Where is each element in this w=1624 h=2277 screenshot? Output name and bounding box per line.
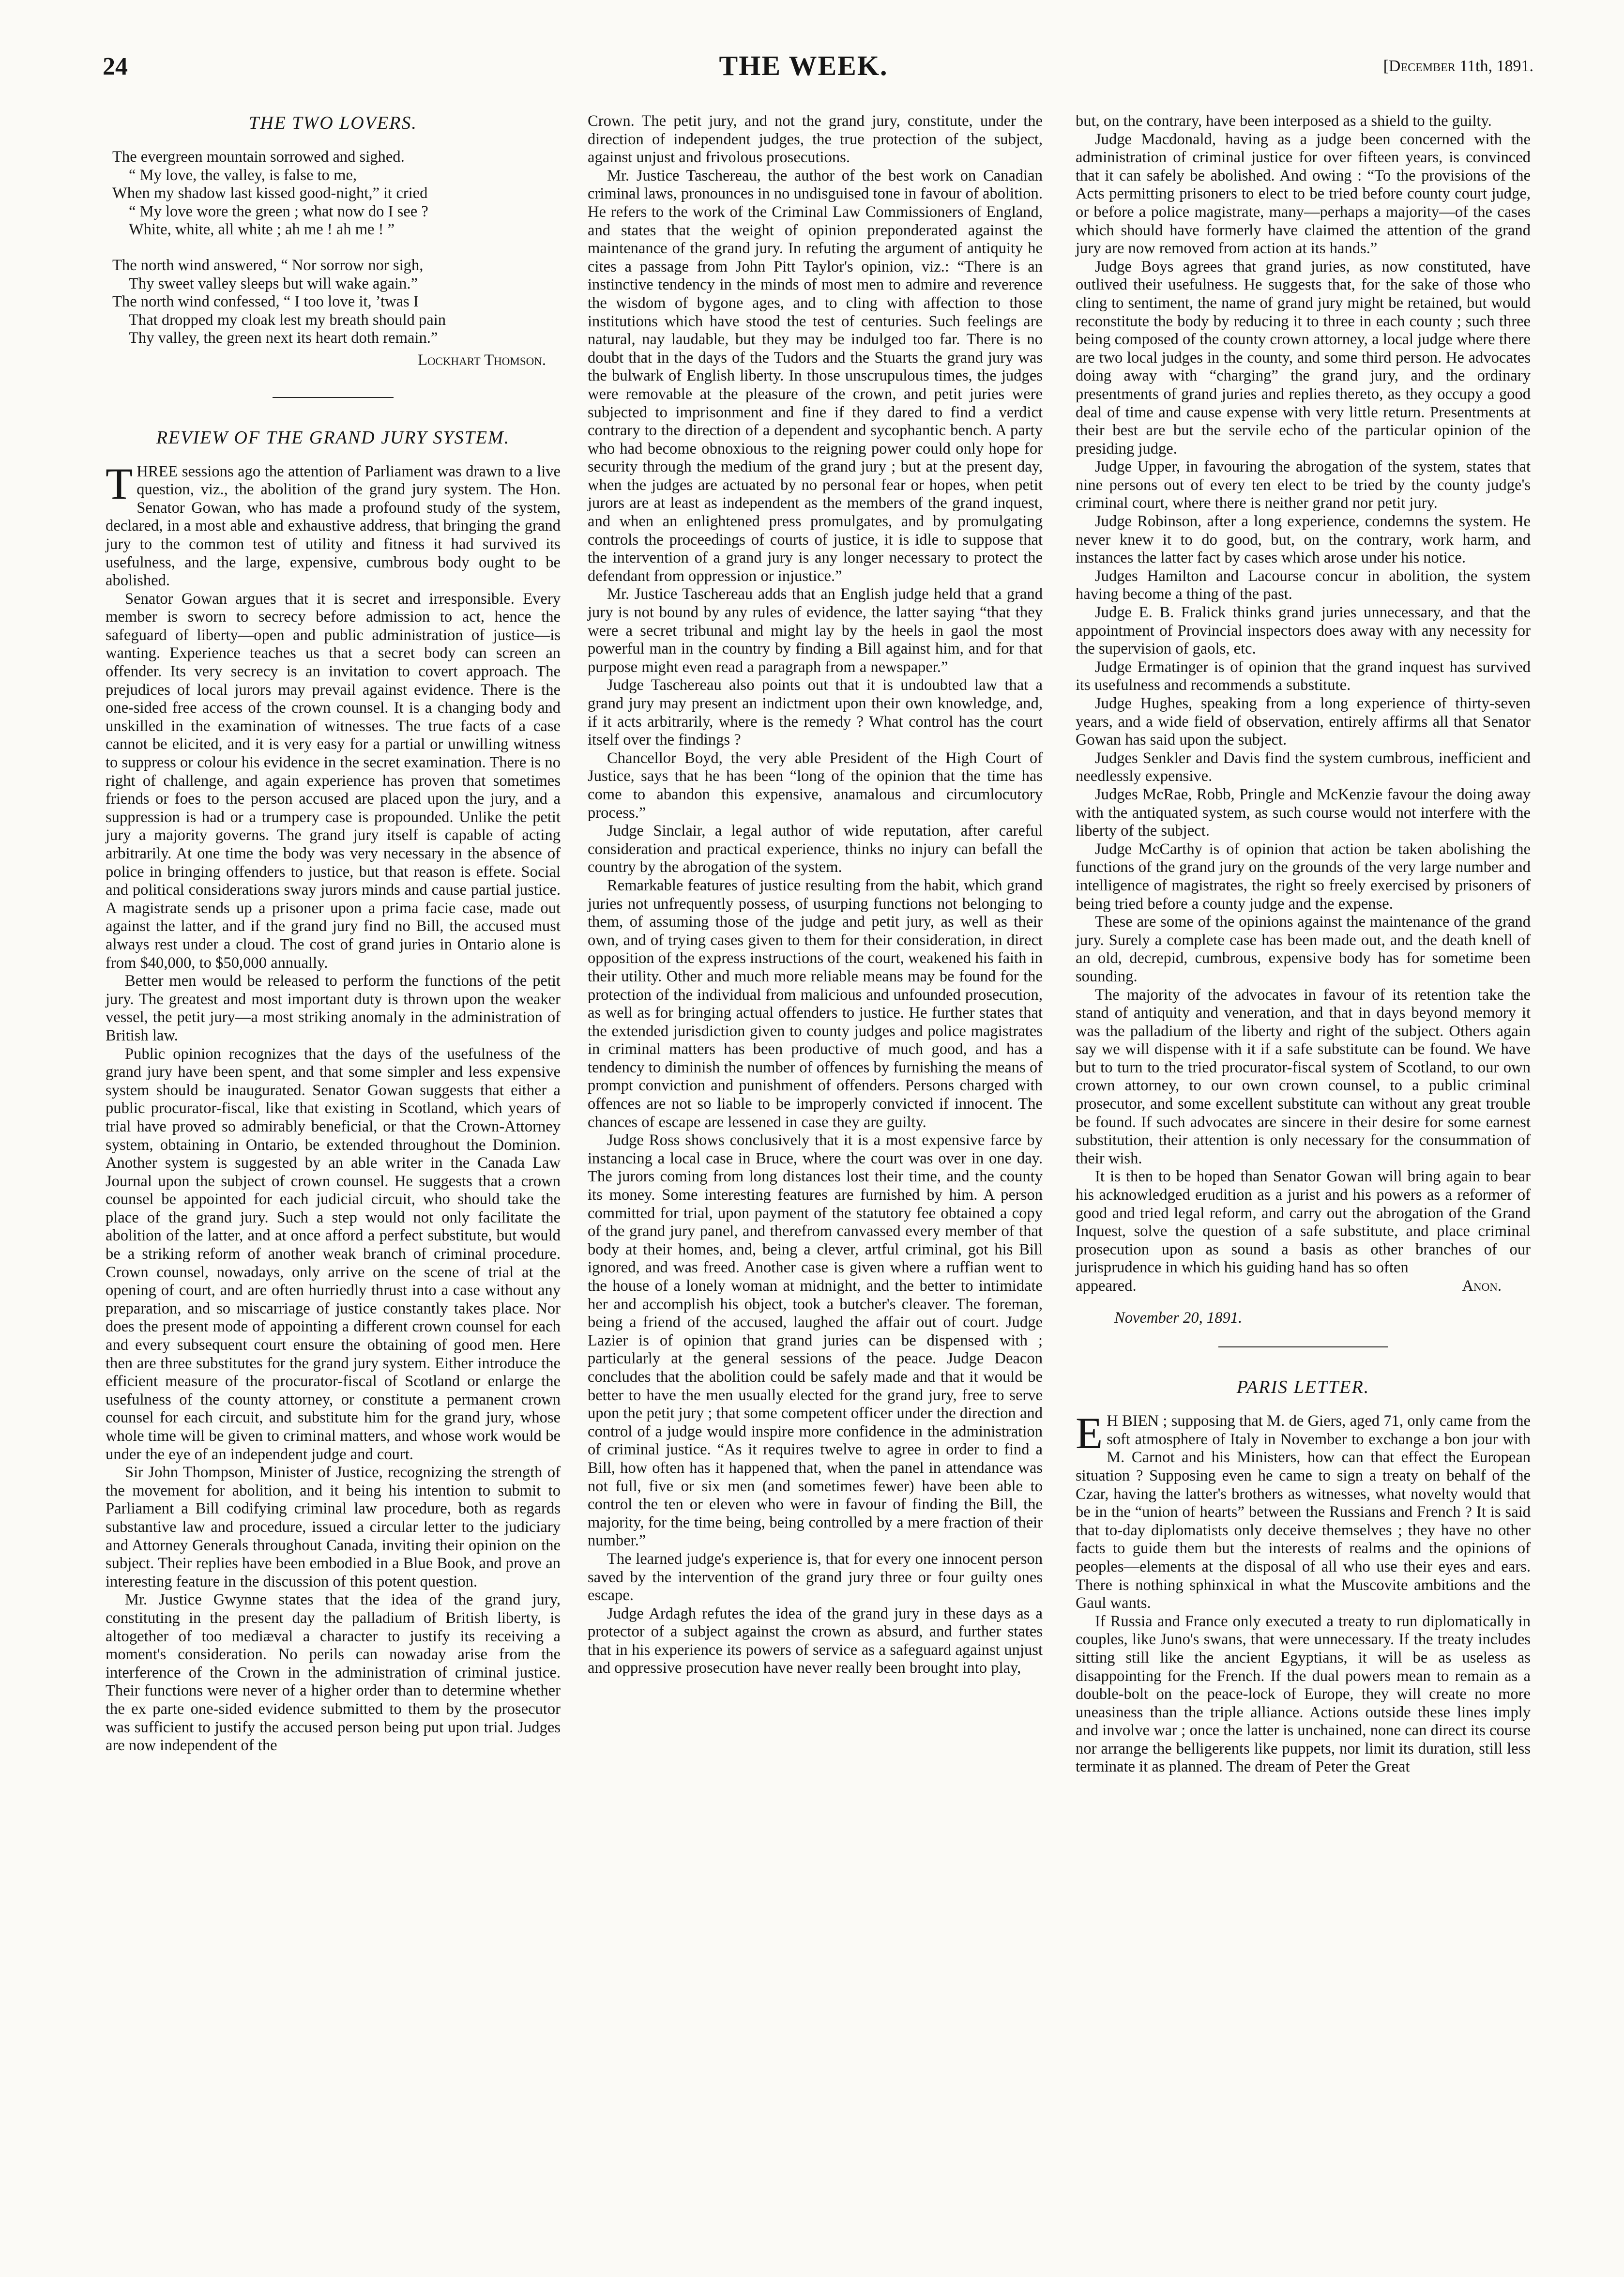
article-paragraph: The majority of the advocates in favour of its retention take the stand of antiquity and veneration, and that in days beyond memory it was the palladium of the liberty and right of the subject. Others again say we will dispense with it if a safe substitute can be found. We have but to turn to the tried procurator-fiscal system of Scotland, to our own crown attorney, to our own crown counsel, to a public criminal prosecutor, and some excellent substitute can without any great trouble be found. If such advocates are sincere in their desire for some earnest substitution, their attention is only necessary for the consummation of their wish.: [1076, 986, 1531, 1167]
article-paragraph: Judge Ermatinger is of opinion that the grand inquest has survived its usefulness and recommends a substitute.: [1076, 658, 1531, 694]
article-paragraph: Mr. Justice Gwynne states that the idea of the grand jury, constituting in the present day the palladium of British liberty, is altogether of too mediæval a character to justify its receiving a moment's consideration. No perils can nowaday arise from the interference of the Crown in the administration of criminal justice. Their functions were never of a higher order than to determine whether the ex parte one-sided evidence submitted to them by the prosecutor was sufficient to justify the accused person being put upon trial. Judges are now independent of the: [106, 1591, 561, 1755]
date-bracket: [: [1383, 57, 1389, 75]
article-paragraph: Judge Hughes, speaking from a long experience of thirty-seven years, and a wide field of observation, entirely affirms all that Senator Gowan has said upon the subject.: [1076, 695, 1531, 749]
poem-line: “ My love wore the green ; what now do I see ?: [129, 202, 428, 220]
poem-line: The north wind answered, “ Nor sorrow nor sigh,: [112, 256, 424, 274]
article-paragraph: Mr. Justice Taschereau adds that an English judge held that a grand jury is not bound by any rules of evidence, the latter saying “that they were a secret tribunal and might lay by the heels in gaol the most powerful man in the country by finding a Bill against him, and for that purpose might even read a paragraph from a newspaper.”: [588, 585, 1043, 676]
masthead: THE WEEK.: [719, 50, 888, 81]
article-paragraph: If Russia and France only executed a treaty to run diplomatically in couples, like Juno's swans, that were unnecessary. If the treaty includes sitting still like the ancient Egyptians, it will be as useless as disappointing for the French. If the dual powers mean to remain as a double-bolt on the peace-lock of Europe, they will create no more uneasiness than the triple alliance. Actions outside these lines imply and involve war ; once the latter is unchained, none can direct its course nor arrange the belligerents like puppets, nor limit its duration, still less terminate it as planned. The dream of Peter the Great: [1076, 1612, 1531, 1776]
poem-stanza: [112, 148, 561, 239]
article-paragraph: Judges McRae, Robb, Pringle and McKenzie favour the doing away with the antiquated system, as such course would not interfere with the liberty of the subject.: [1076, 785, 1531, 840]
drop-cap: E: [1076, 1408, 1103, 1458]
article-paragraph: Judges Hamilton and Lacourse concur in abolition, the system having become a thing of the past.: [1076, 567, 1531, 603]
article-paragraph: Remarkable features of justice resulting from the habit, which grand juries not unfrequently possess, of usurping functions not belonging to them, of assuming those of the judge and petit jury, as well as their own, and of trying cases given to them for their consideration, in direct opposition of the express instructions of the court, weakened his faith in their utility. Other and much more reliable means may be found for the protection of the individual from malicious and unfounded prosecution, as well as for bringing actual offenders to justice. He further states that the extended jurisdiction given to county judges and police magistrates in criminal matters has been productive of much good, and has a tendency to diminish the number of offences by furnishing the means of prompt conviction and punishment of offenders. Persons charged with offences are not so liable to be improperly convicted if innocent. The chances of escape are lessened in case they are guilty.: [588, 876, 1043, 1131]
poem-line: White, white, all white ; ah me ! ah me ! ”: [129, 221, 395, 239]
article-paragraph: Judge Taschereau also points out that it is undoubted law that a grand jury may present an indictment upon their own knowledge, and, if it acts arbitrarily, where is the remedy ? What control has the court itself over the findings ?: [588, 676, 1043, 749]
poem-line: When my shadow last kissed good-night,” it cried: [112, 184, 428, 202]
page-number: 24: [103, 53, 128, 80]
article-paragraph: Better men would be released to perform the functions of the petit jury. The greatest and most important duty is thrown upon the weaker vessel, the petit jury—a most striking anomaly in the administration of British law.: [106, 972, 561, 1044]
article-paragraph: Judge Macdonald, having as a judge been concerned with the administration of criminal justice for over fifteen years, is convinced that it can safely be abolished. And owing : “To the provisions of the Acts permitting prisoners to elect to be tried before county court judge, or before a police magistrate, many—perhaps a majority—of the cases which should have formerly have claimed the attention of the grand jury are now removed from action at its hands.”: [1076, 130, 1531, 258]
column-1: [106, 112, 561, 1755]
article-paragraph: Judge Robinson, after a long experience, condemns the system. He never knew it to do good, but, on the contrary, work harm, and instances the latter fact by cases which arose under his notice.: [1076, 513, 1531, 567]
poem-line: Thy sweet valley sleeps but will wake again.”: [129, 275, 418, 292]
poem-line: The north wind confessed, “ I too love it, ’twas I: [112, 293, 419, 311]
poem: [112, 148, 561, 370]
poem-title: THE TWO LOVERS.: [249, 113, 417, 133]
article-paragraph: Sir John Thompson, Minister of Justice, recognizing the strength of the movement for abolition, and it being his intention to submit to Parliament a Bill codifying criminal law procedure, both as regards substantive law and procedure, issued a circular letter to the judiciary and Attorney Generals throughout Canada, inviting their opinion on the subject. Their replies have been embodied in a Blue Book, and prove an interesting feature in the discussion of this potent question.: [106, 1464, 561, 1590]
section-divider: [1218, 1346, 1388, 1347]
article-paragraph: Judge Sinclair, a legal author of wide reputation, after careful consideration and practical experience, thinks no injury can befall the country by the abrogation of the system.: [588, 822, 1043, 876]
article-paragraph: Judge Ross shows conclusively that it is a most expensive farce by instancing a local case in Bruce, where the court was over in one day. The jurors coming from long distances lost their time, and the county its money. Some interesting features are furnished by him. A person committed for trial, upon payment of the statutory fee obtained a copy of the grand jury panel, and therefrom canvassed every member of that body at their homes, and, being a clever, artful criminal, got his Bill ignored, and was freed. Another case is given where a ruffian went to the house of a lonely woman at midnight, and the better to intimidate her and accomplish his object, took a butcher's cleaver. The foreman, being a friend of the accused, laughed the affair out of court. Judge Lazier is of opinion that grand juries can be dispensed with ; particularly at the general sessions of the peace. Judge Deacon concludes that the abolition could be safely made and that it would be better to have the men usually elected for the grand jury, free to serve upon the petit jury ; that some competent officer under the direction and control of a judge would inspire more confidence in the administration of criminal justice. “As it requires twelve to agree in order to find a Bill, how often has it happened that, when the panel in attendance was not full, five or six men (and sometimes fewer) have been able to control the ten or eleven who were in favour of finding the Bill, the majority, for the time being, being controlled by a mere fraction of their number.”: [588, 1131, 1043, 1550]
article-paragraph: Chancellor Boyd, the very able President of the High Court of Justice, says that he has been “long of the opinion that the time has come to abandon this expensive, anamalous and circumlocutory process.”: [588, 749, 1043, 822]
article-signoff: [1076, 1277, 1531, 1296]
article-paragraph: Senator Gowan argues that it is secret and irresponsible. Every member is sworn to secrecy before admission to act, hence the safeguard of liberty—open and public administration of justice—is wanting. Experience teaches us that a secret body can screen an offender. Its very secrecy is an invitation to covert approach. The prejudices of local jurors may prevail against evidence. There is the one-sided free access of the crown counsel. It is a changing body and unskilled in the examination of witnesses. The true facts of a case cannot be elicited, and it is very easy for a partial or unwilling witness to suppress or colour his evidence in the secret examination. There is no right of challenge, and again experience has proven that sometimes friends or foes to the person accused are placed upon the jury, and a suppression is had or a trumpery case is propounded. Unlike the petit jury a majority governs. The grand jury itself is capable of acting arbitrarily. At one time the body was very necessary in the absence of police in bringing offenders to justice, but that reason is effete. Social and political considerations sway jurors minds and cause partial justice. A magistrate sends up a prisoner upon a prima facie case, made out against the latter, and if the grand jury find no Bill, the accused must always rest under a cloud. The cost of grand juries in Ontario alone is from $40,000, to $50,000 annually.: [106, 590, 561, 972]
article-dateline: November 20, 1891.: [1114, 1309, 1243, 1327]
page-header: [77, 50, 1533, 91]
section-divider: [273, 397, 394, 398]
article-paragraph: The learned judge's experience is, that for every one innocent person saved by the intervention of the grand jury three or four guilty ones escape.: [588, 1550, 1043, 1605]
article-paragraph: Judge Ardagh refutes the idea of the grand jury in these days as a protector of a subject against the crown as absurd, and further states that in his experience its powers of service as a safeguard against unjust and oppressive prosecution have never really been brought into play,: [588, 1605, 1043, 1677]
poem-line: Thy valley, the green next its heart doth remain.”: [129, 329, 438, 347]
article-paragraph: Crown. The petit jury, and not the grand jury, constitute, under the direction of independent judges, the true protection of the subject, against unjust and frivolous prosecutions.: [588, 112, 1043, 167]
article-paragraph: Mr. Justice Taschereau, the author of the best work on Canadian criminal laws, pronounces in no undisguised tone in favour of abolition. He refers to the work of the Criminal Law Commissioners of England, and states that the weight of opinion preponderated against the maintenance of the grand jury. In refuting the argument of antiquity he cites a passage from John Pitt Taylor's opinion, viz.: “There is an instinctive tendency in the minds of most men to admire and reverence the wisdom of bygone ages, and to cling with affection to those institutions which have stood the test of centuries. Such feelings are natural, nay laudable, but they may be indulged too far. There is no doubt that in the days of the Tudors and the Stuarts the grand jury was the bulwark of English liberty. In those unscrupulous times, the judges were removable at the pleasure of the crown, and petit juries were subjected to imprisonment and fine if they dared to find a verdict contrary to the direction of a dependent and sycophantic bench. A party who had become obnoxious to the reigning power could only hope for security through the medium of the grand jury ; but at the present day, when the judges are actuated by no personal fear or hopes, when petit jurors are at least as independent as the members of the grand inquest, and when an enlightened press promulgates, and by promulgating controls the proceedings of courts of justice, it is idle to suppose that the intervention of a grand jury is any longer necessary to protect the defendant from oppression or injustice.”: [588, 167, 1043, 585]
article-paragraph: These are some of the opinions against the maintenance of the grand jury. Surely a complete case has been made out, and the death knell of an old, decrepid, cumbrous, expensive body has for sometime been sounding.: [1076, 913, 1531, 985]
date-month: December: [1388, 57, 1456, 75]
poem-line: That dropped my cloak lest my breath should pain: [129, 311, 446, 329]
article-paragraph: but, on the contrary, have been interposed as a shield to the guilty.: [1076, 112, 1492, 130]
article-paragraph: It is then to be hoped than Senator Gowan will bring again to bear his acknowledged erudition as a jurist and his powers as a reformer of good and tried legal reform, and carry out the abrogation of the Grand Inquest, solve the question of a safe substitute, and place criminal prosecution upon as sound a basis as other branches of our jurisprudence in which his guiding hand has so often: [1076, 1168, 1531, 1277]
article-paragraph: Judges Senkler and Davis find the system cumbrous, inefficient and needlessly expensive.: [1076, 749, 1531, 785]
article-paragraph: Judge Boys agrees that grand juries, as now constituted, have outlived their usefulness. He suggests that, for the sake of those who cling to sentiment, the name of grand jury might be retained, but would reconstitute the body by reducing it to three in each county ; such three being composed of the county crown attorney, a local judge where there are two local judges in the county, and some third person. He advocates doing away with “charging” the grand jury, and the ordinary presentments of grand juries and replies thereto, as they occupy a good deal of time and cause expense with very little return. Presentments at their best are but the servile echo of the particular opinion of the presiding judge.: [1076, 258, 1531, 458]
article-paragraph: Judge Upper, in favouring the abrogation of the system, states that nine persons out of every ten elect to be tried by the county judge's criminal court, where there is neither grand nor petit jury.: [1076, 458, 1531, 512]
issue-date: [1383, 57, 1533, 76]
paris-letter-title: PARIS LETTER.: [1236, 1377, 1370, 1398]
column-3: [1076, 112, 1531, 1776]
article-title: REVIEW OF THE GRAND JURY SYSTEM.: [156, 427, 510, 448]
drop-cap: T: [106, 458, 133, 508]
poem-line: “ My love, the valley, is false to me,: [129, 166, 357, 184]
column-2: [588, 112, 1043, 1678]
article-paragraph: THREE sessions ago the attention of Parliament was drawn to a live question, viz., the abolition of the grand jury system. The Hon. Senator Gowan, who has made a profound study of the system, declared, in a most able and exhaustive address, that bringing the grand jury to the common test of utility and fitness it had survived its usefulness, and the large, expensive, cumbrous body ought to be abolished.: [106, 458, 561, 590]
article-author: Anon.: [1462, 1277, 1502, 1295]
article-paragraph: Judge E. B. Fralick thinks grand juries unnecessary, and that the appointment of Provincial inspectors does away with any necessity for the supervision of gaols, etc.: [1076, 604, 1531, 658]
poem-line: The evergreen mountain sorrowed and sighed.: [112, 148, 405, 166]
closing-word: appeared.: [1076, 1277, 1137, 1295]
article-paragraph: E H BIEN ; supposing that M. de Giers, aged 71, only came from the soft atmosphere of Italy in November to exchange a bon jour with M. Carnot and his Ministers, how can that effect the European situation ? Supposing even he came to sign a treaty on behalf of the Czar, having the latter's brothers as witnesses, what novelty would that be in the “union of hearts” between the Russians and French ? It is said that to-day diplomatists only deceive themselves ; they have no other facts to guide them but the interests of realms and the opinions of peoples—elements at the disposal of all who use their eyes and ears. There is nothing sphinxical in what the Muscovite ambitions and the Gaul wants.: [1076, 1408, 1531, 1612]
article-paragraph: Public opinion recognizes that the days of the usefulness of the grand jury have been spent, and that some simpler and less expensive system should be inaugurated. Senator Gowan suggests that either a public procurator-fiscal, like that existing in Scotland, which years of trial have proved so admirably beneficial, or that the Crown-Attorney system, obtaining in Ontario, be extended throughout the Dominion. Another system is suggested by an able writer in the Canada Law Journal upon the subject of crown counsel. He suggests that a crown counsel be appointed for each judicial circuit, who should take the place of the grand jury. Such a step would not only facilitate the abolition of the latter, and at once afford a perfect substitute, but would be a striking reform of another weak branch of criminal procedure. Crown counsel, nowadays, only arrive on the scene of trial at the opening of court, and are often hurriedly thrust into a case without any preparation, and so miscarriage of justice constantly takes place. Nor does the present mode of appointing a different crown counsel for each and every subsequent court ensure the obtaining of good men. Here then are three substitutes for the grand jury system. Either introduce the efficient measure of the procurator-fiscal of Scotland or enlarge the usefulness of the county attorney, or constitute a permanent crown counsel for each circuit, and substitute him for the grand jury, whose whole time will be given to criminal matters, and whose work would be under the eye of an independent judge and court.: [106, 1045, 561, 1463]
poem-stanza: [112, 257, 561, 348]
date-rest: 11th, 1891.: [1455, 57, 1533, 75]
article-paragraph: Judge McCarthy is of opinion that action be taken abolishing the functions of the grand jury on the grounds of the very large number and intelligence of magistrates, the right so freely exercised by prisoners of being tried before a county judge and the expense.: [1076, 840, 1531, 913]
poem-author: Lockhart Thomson.: [418, 351, 546, 369]
